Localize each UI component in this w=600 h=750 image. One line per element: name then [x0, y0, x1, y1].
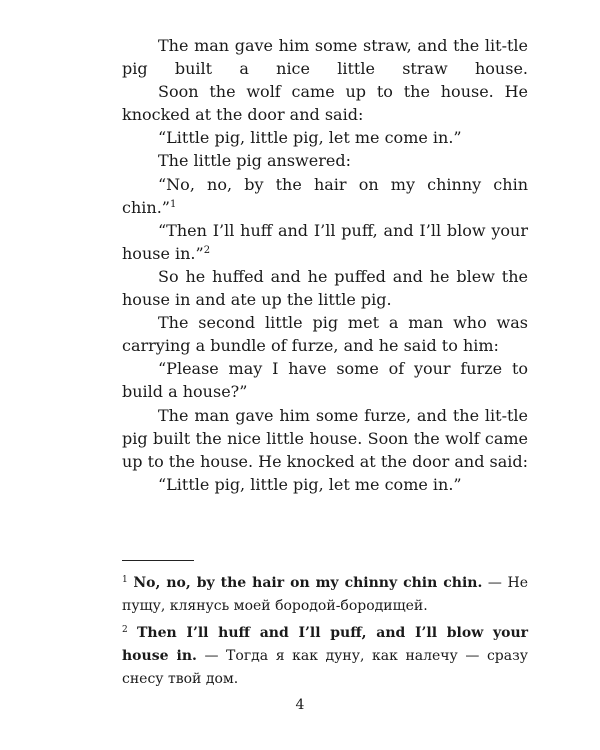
footnote: [122, 572, 528, 618]
footnote-divider: [122, 560, 194, 561]
paragraph: “Then I’ll huff and I’ll puff, and I’ll blow your house in.”$^2$: [122, 220, 528, 263]
paragraph: “Little pig, little pig, let me come in.”: [158, 128, 462, 148]
paragraph: “Please may I have some of your furze to build a house?”: [122, 359, 528, 402]
paragraph: The man gave him some straw, and the lit-tle pig built a nice little straw house.: [122, 36, 528, 79]
footnote-translation: — Тогда я как дуну, как налечу — сразу снесу твой дом.: [122, 648, 528, 687]
footnote-ref: 1: [169, 198, 177, 210]
footnote-phrase: Then I’ll huff and I’ll puff, and I’ll blow your house in.: [122, 625, 528, 664]
page-number: 4: [295, 697, 305, 713]
paragraph: Soon the wolf came up to the house. He knocked at the door and said:: [122, 82, 528, 125]
footnote-phrase: No, no, by the hair on my chinny chin chin.: [133, 575, 483, 591]
paragraph: The little pig answered:: [158, 151, 351, 171]
footnote-ref: 2: [203, 244, 211, 256]
story-text: [122, 34, 528, 496]
footnote-number: 2: [122, 625, 128, 635]
footnote-number: 1: [122, 575, 128, 585]
footnotes: [122, 572, 528, 695]
paragraph: So he huffed and he puffed and he blew the house in and ate up the little pig.: [122, 266, 528, 310]
paragraph: The man gave him some furze, and the lit-tle pig built the nice little house. Soon the wolf came up to the house. He knocked at the door and said:: [122, 405, 529, 471]
footnote: [122, 622, 528, 691]
paragraph: “No, no, by the hair on my chinny chin chin.”$^1$: [122, 174, 528, 217]
paragraph: The second little pig met a man who was carrying a bundle of furze, and he said to him:: [122, 313, 528, 356]
paragraph: “Little pig, little pig, let me come in.”: [158, 474, 462, 494]
footnote-translation: — Не пущу, клянусь моей бородой-бородищей.: [122, 575, 528, 614]
